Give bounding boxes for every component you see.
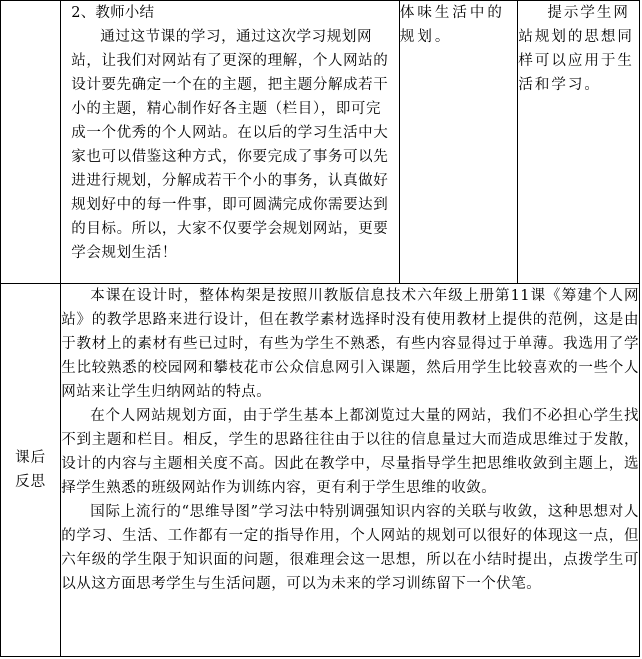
reflection-row bbox=[1, 284, 640, 657]
teacher-summary-cell bbox=[61, 1, 400, 284]
teacher-summary-text: 通过这节课的学习，通过这次学习规划网站，让我们对网站有了更深的理解，个人网站的设计要先确定一个在的主题，把主题分解成若干小的主题，精心制作好各主题（栏目），即可完成一个优秀的个人网站。在以后的学习生活中大家也可以借鉴这种方式，你要完成了事务可以先进进行规划，分解成若干个小的事务，认真做好规划好中的每一件事，即可圆满完成你需要达到的目标。所以，大家不仅要学会规划网站，更要学会规划生活！ bbox=[71, 29, 389, 261]
teacher-summary-row bbox=[1, 1, 640, 284]
student-activity-cell: 体味生活中的规划。 bbox=[399, 1, 518, 284]
reflection-paragraph-1: 本课在设计时，整体构架是按照川教版信息技术六年级上册第11课《筹建个人网站》的教学思路来进行设计，但在教学素材选择时没有使用教材上提供的范例，这是由于教材上的素材有些已过时，有些为学生不熟悉，有些内容显得过于单薄。我选用了学生比较熟悉的校园网和攀枝花市公众信息网引入课题，然后用学生比较喜欢的一些个人网站来让学生归纳网站的特点。 bbox=[61, 288, 639, 400]
reflection-text-cell bbox=[61, 284, 640, 657]
reflection-label-line2: 反思 bbox=[15, 474, 47, 490]
design-intent-cell: 提示学生网站规划的思想同样可以应用于生活和学习。 bbox=[518, 1, 640, 284]
reflection-label-line1: 课后 bbox=[15, 450, 47, 466]
reflection-paragraph-2: 在个人网站规划方面，由于学生基本上都浏览过大量的网站，我们不必担心学生找不到主题和栏目。相反，学生的思路往往由于以往的信息量过大而造成思维过于发散，设计的内容与主题相关度不高。因此在教学中，尽量指导学生把思维收敛到主题上，选择学生熟悉的班级网站作为训练内容，更有利于学生思维的收敛。 bbox=[61, 408, 639, 496]
reflection-paragraph-3: 国际上流行的“思维导图”学习法中特别调强知识内容的关联与收敛，这种思想对人的学习、生活、工作都有一定的指导作用，个人网站的规划可以很好的体现这一点，但六年级的学生限于知识面的问题，很难理会这一思想，所以在小结时提出，点拨学生可以从这方面思考学生与生活问题，可以为未来的学习训练留下一个伏笔。 bbox=[61, 504, 639, 592]
empty-label-cell bbox=[1, 1, 61, 284]
teacher-summary-heading: 2、教师小结 bbox=[71, 5, 155, 21]
reflection-label-cell bbox=[1, 284, 61, 657]
